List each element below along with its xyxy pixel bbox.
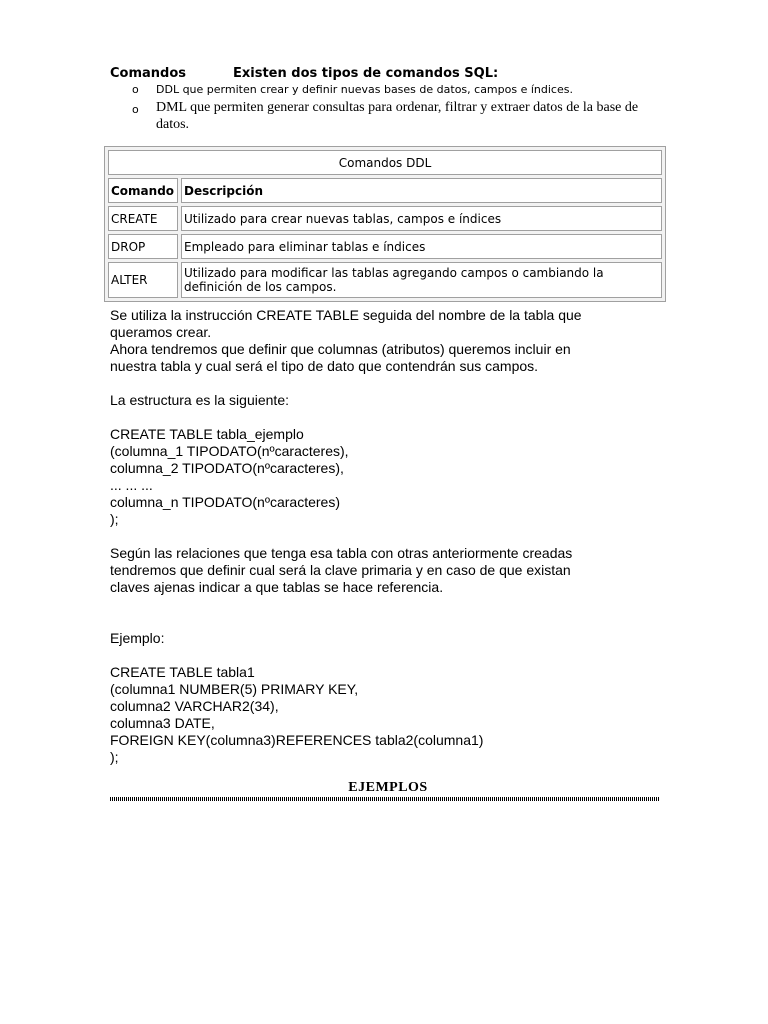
code-line: ); <box>110 511 119 527</box>
table-row <box>108 262 662 298</box>
paragraph-line: Según las relaciones que tenga esa tabla con otras anteriormente creadas <box>110 545 573 561</box>
table-caption: Comandos DDL <box>108 150 662 175</box>
ejemplos-divider <box>110 797 660 801</box>
paragraph-line: Ahora tendremos que definir que columnas (atributos) queremos incluir en <box>110 341 571 357</box>
paragraph-line: Ejemplo: <box>110 630 165 646</box>
code-line: columna3 DATE, <box>110 715 215 731</box>
bullet-icon: o <box>132 103 139 116</box>
description-cell: Utilizado para crear nuevas tablas, campos e índices <box>181 206 662 231</box>
code-line: (columna_1 TIPODATO(nºcaracteres), <box>110 443 349 459</box>
paragraph-line: claves ajenas indicar a que tablas se hace referencia. <box>110 579 444 595</box>
paragraph-line: queramos crear. <box>110 324 212 340</box>
paragraph-line: tendremos que definir cual será la clave primaria y en caso de que existan <box>110 562 571 578</box>
table-row <box>108 234 662 259</box>
table-row <box>108 206 662 231</box>
code-line: CREATE TABLE tabla1 <box>110 664 255 680</box>
command-cell: ALTER <box>108 262 178 298</box>
column-header-command: Comando <box>108 178 178 203</box>
command-cell: DROP <box>108 234 178 259</box>
column-header-description: Descripción <box>181 178 662 203</box>
code-line: FOREIGN KEY(columna3)REFERENCES tabla2(columna1) <box>110 732 484 748</box>
list-item-dml <box>110 99 666 133</box>
list-item-ddl <box>110 83 666 96</box>
ejemplos-title: EJEMPLOS <box>348 780 428 795</box>
code-line: CREATE TABLE tabla_ejemplo <box>110 426 304 442</box>
code-line: columna2 VARCHAR2(34), <box>110 698 279 714</box>
code-line: ... ... ... <box>110 477 153 493</box>
body-text <box>110 307 666 766</box>
command-types-list <box>110 83 666 133</box>
heading-label: Comandos <box>110 66 187 81</box>
paragraph-line: La estructura es la siguiente: <box>110 392 289 408</box>
heading-title: Existen dos tipos de comandos SQL: <box>233 66 499 81</box>
code-line: (columna1 NUMBER(5) PRIMARY KEY, <box>110 681 359 697</box>
code-line: columna_2 TIPODATO(nºcaracteres), <box>110 460 344 476</box>
description-cell: Utilizado para modificar las tablas agregando campos o cambiando la definición de los campos. <box>181 262 662 298</box>
paragraph-line: nuestra tabla y cual será el tipo de dato que contendrán sus campos. <box>110 358 539 374</box>
bullet-icon: o <box>132 83 139 96</box>
paragraph-line: Se utiliza la instrucción CREATE TABLE seguida del nombre de la tabla que <box>110 307 582 323</box>
description-cell: Empleado para eliminar tablas e índices <box>181 234 662 259</box>
list-item-text: DML que permiten generar consultas para ordenar, filtrar y extraer datos de la base de datos. <box>156 100 639 132</box>
code-line: columna_n TIPODATO(nºcaracteres) <box>110 494 340 510</box>
command-cell: CREATE <box>108 206 178 231</box>
code-line: ); <box>110 749 119 765</box>
ddl-commands-table <box>104 146 666 302</box>
list-item-text: DDL que permiten crear y definir nuevas bases de datos, campos e índices. <box>156 83 573 96</box>
